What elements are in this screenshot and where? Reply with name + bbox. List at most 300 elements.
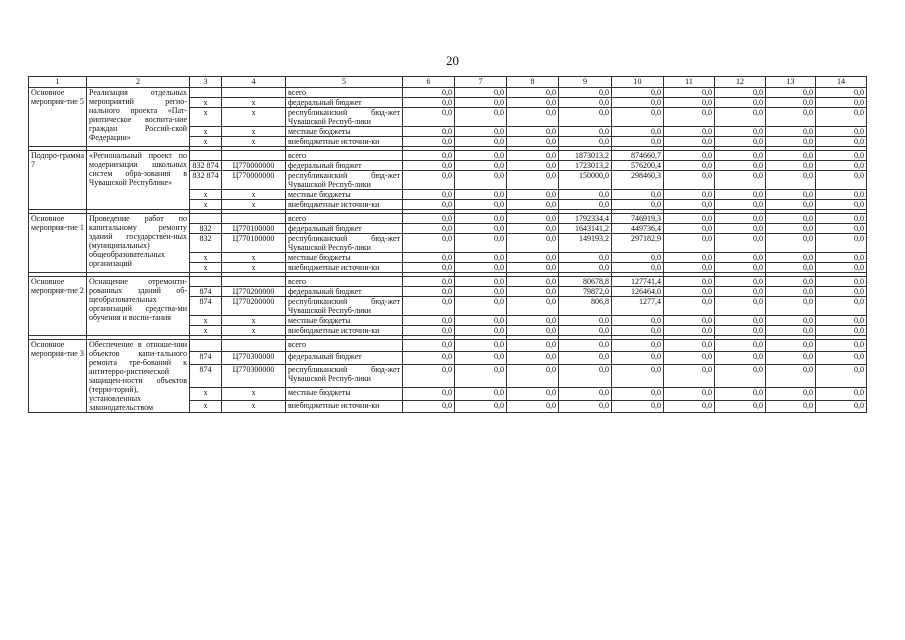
cell-value: 0,0 [403, 88, 455, 98]
cell-value: 0,0 [612, 364, 664, 388]
cell-value: 0,0 [715, 364, 766, 388]
activity-description: Обеспечение в отноше-нии объектов капи-тального ремонта тре-бований к антитерро-ристической защищен-ности объектов (терри-торий), установленных законодательством [87, 340, 190, 413]
funding-source: местные бюджеты [286, 127, 403, 137]
column-header: 1 [29, 77, 87, 88]
cell-value: 0,0 [507, 326, 559, 336]
cell-value: 0,0 [612, 137, 664, 147]
cell-value: 0,0 [816, 190, 867, 200]
cell-code-3: 874 [190, 364, 222, 388]
cell-value: 0,0 [455, 326, 507, 336]
cell-value: 0,0 [403, 263, 455, 273]
table-row [29, 277, 867, 287]
cell-value: 0,0 [766, 316, 816, 326]
cell-value: 0,0 [766, 127, 816, 137]
cell-value: 0,0 [715, 127, 766, 137]
cell-value: 0,0 [403, 151, 455, 161]
funding-source: внебюджетные источни-ки [286, 400, 403, 412]
cell-value: 0,0 [816, 388, 867, 400]
cell-value: 0,0 [816, 364, 867, 388]
cell-value: 0,0 [766, 388, 816, 400]
cell-value: 0,0 [612, 88, 664, 98]
cell-value: 0,0 [715, 108, 766, 127]
funding-source: местные бюджеты [286, 253, 403, 263]
cell-value: 0,0 [766, 200, 816, 210]
cell-value: 127741,4 [612, 277, 664, 287]
cell-value: 0,0 [664, 253, 715, 263]
cell-value: 0,0 [816, 137, 867, 147]
cell-value: 80678,8 [559, 277, 612, 287]
cell-value: 0,0 [715, 98, 766, 108]
cell-value: 0,0 [816, 326, 867, 336]
cell-value: 0,0 [559, 253, 612, 263]
funding-source: всего [286, 277, 403, 287]
cell-value: 0,0 [766, 277, 816, 287]
cell-code-4: x [222, 388, 286, 400]
cell-value: 0,0 [664, 316, 715, 326]
cell-value: 0,0 [403, 364, 455, 388]
cell-value: 0,0 [664, 326, 715, 336]
cell-value: 746919,3 [612, 214, 664, 224]
cell-code-3: x [190, 127, 222, 137]
cell-value: 0,0 [507, 88, 559, 98]
cell-code-4: Ц770000000 [222, 171, 286, 190]
cell-value: 297182,9 [612, 234, 664, 253]
cell-value: 0,0 [559, 98, 612, 108]
cell-code-4: x [222, 316, 286, 326]
cell-value: 0,0 [507, 316, 559, 326]
cell-value: 0,0 [816, 234, 867, 253]
cell-code-4: x [222, 263, 286, 273]
cell-code-3: 832 [190, 234, 222, 253]
cell-value: 0,0 [403, 287, 455, 297]
cell-value: 0,0 [507, 340, 559, 352]
column-header: 13 [766, 77, 816, 88]
cell-value: 0,0 [715, 200, 766, 210]
cell-value: 0,0 [816, 151, 867, 161]
cell-value: 0,0 [559, 137, 612, 147]
cell-value: 1873013,2 [559, 151, 612, 161]
cell-value: 0,0 [559, 88, 612, 98]
cell-value: 0,0 [664, 214, 715, 224]
cell-value: 0,0 [766, 137, 816, 147]
cell-value: 0,0 [507, 388, 559, 400]
cell-value: 0,0 [612, 253, 664, 263]
cell-code-4 [222, 277, 286, 287]
cell-code-3: x [190, 388, 222, 400]
cell-code-4: Ц770200000 [222, 287, 286, 297]
cell-value: 0,0 [664, 263, 715, 273]
cell-value: 0,0 [455, 88, 507, 98]
cell-value: 0,0 [612, 127, 664, 137]
cell-value: 0,0 [766, 400, 816, 412]
column-header: 12 [715, 77, 766, 88]
funding-source: местные бюджеты [286, 190, 403, 200]
cell-value: 0,0 [816, 98, 867, 108]
cell-value: 0,0 [664, 98, 715, 108]
cell-code-3: x [190, 98, 222, 108]
cell-value: 0,0 [403, 352, 455, 364]
cell-value: 79872,0 [559, 287, 612, 297]
funding-source: федеральный бюджет [286, 352, 403, 364]
cell-value: 0,0 [766, 364, 816, 388]
cell-value: 0,0 [455, 190, 507, 200]
cell-value: 0,0 [507, 214, 559, 224]
cell-value: 0,0 [816, 171, 867, 190]
cell-value: 0,0 [766, 108, 816, 127]
column-header: 14 [816, 77, 867, 88]
cell-code-3: x [190, 200, 222, 210]
cell-code-3 [190, 340, 222, 352]
cell-value: 0,0 [612, 108, 664, 127]
cell-value: 0,0 [559, 400, 612, 412]
cell-code-4 [222, 151, 286, 161]
cell-value: 0,0 [664, 127, 715, 137]
cell-value: 126464,0 [612, 287, 664, 297]
cell-value: 1643141,2 [559, 224, 612, 234]
cell-value: 0,0 [664, 224, 715, 234]
cell-value: 0,0 [403, 253, 455, 263]
cell-code-3: 874 [190, 352, 222, 364]
cell-code-4: Ц770300000 [222, 364, 286, 388]
cell-value: 0,0 [455, 224, 507, 234]
column-header: 3 [190, 77, 222, 88]
table-row [29, 340, 867, 352]
funding-source: федеральный бюджет [286, 98, 403, 108]
cell-value: 0,0 [715, 340, 766, 352]
cell-code-3: x [190, 263, 222, 273]
cell-value: 0,0 [766, 263, 816, 273]
cell-value: 0,0 [664, 108, 715, 127]
cell-code-4: x [222, 400, 286, 412]
cell-value: 0,0 [766, 171, 816, 190]
column-header: 8 [507, 77, 559, 88]
cell-code-3: x [190, 108, 222, 127]
cell-value: 0,0 [403, 190, 455, 200]
funding-source: республиканский бюд-жет Чувашской Респуб-лики [286, 108, 403, 127]
funding-source: федеральный бюджет [286, 287, 403, 297]
cell-value: 0,0 [455, 214, 507, 224]
funding-source: федеральный бюджет [286, 224, 403, 234]
cell-value: 0,0 [507, 108, 559, 127]
cell-value: 0,0 [816, 263, 867, 273]
cell-value: 0,0 [766, 297, 816, 316]
cell-value: 0,0 [816, 352, 867, 364]
cell-code-3 [190, 277, 222, 287]
funding-source: внебюджетные источни-ки [286, 326, 403, 336]
cell-value: 0,0 [715, 137, 766, 147]
cell-value: 0,0 [664, 287, 715, 297]
cell-value: 0,0 [664, 400, 715, 412]
cell-value: 0,0 [715, 263, 766, 273]
cell-value: 0,0 [816, 88, 867, 98]
table-row [29, 214, 867, 224]
cell-value: 0,0 [507, 287, 559, 297]
cell-value: 298460,3 [612, 171, 664, 190]
cell-value: 0,0 [507, 161, 559, 171]
cell-value: 0,0 [715, 171, 766, 190]
cell-value: 0,0 [507, 263, 559, 273]
cell-value: 0,0 [816, 297, 867, 316]
funding-source: всего [286, 151, 403, 161]
activity-name: Основное мероприя-тие 5 [29, 88, 87, 147]
cell-code-3: 832 874 [190, 161, 222, 171]
cell-value: 0,0 [559, 388, 612, 400]
cell-value: 0,0 [455, 108, 507, 127]
cell-value: 0,0 [612, 400, 664, 412]
cell-value: 149193,2 [559, 234, 612, 253]
cell-value: 0,0 [715, 277, 766, 287]
cell-value: 0,0 [664, 200, 715, 210]
activity-description: Реализация отдельных мероприятий регио-нального проекта «Пат-риотическое воспита-ние граждан Россий-ской Федерации» [87, 88, 190, 147]
cell-value: 0,0 [455, 400, 507, 412]
cell-value: 0,0 [715, 400, 766, 412]
cell-value: 0,0 [816, 253, 867, 263]
cell-code-4: x [222, 137, 286, 147]
column-header: 6 [403, 77, 455, 88]
cell-value: 0,0 [403, 277, 455, 287]
cell-value: 0,0 [766, 151, 816, 161]
cell-value: 0,0 [403, 200, 455, 210]
funding-source: всего [286, 214, 403, 224]
funding-source: федеральный бюджет [286, 161, 403, 171]
cell-value: 0,0 [766, 161, 816, 171]
cell-value: 0,0 [715, 88, 766, 98]
budget-table [28, 76, 867, 413]
cell-value: 0,0 [559, 326, 612, 336]
header-row [29, 77, 867, 88]
cell-value: 0,0 [403, 171, 455, 190]
cell-value: 0,0 [612, 98, 664, 108]
cell-value: 0,0 [612, 200, 664, 210]
cell-value: 0,0 [455, 316, 507, 326]
cell-value: 0,0 [664, 137, 715, 147]
cell-value: 0,0 [403, 137, 455, 147]
activity-description: Оснащение отремонти-рованных зданий об-щеобразовательных организаций средства-ми обучения и воспи-тания [87, 277, 190, 336]
table-row [29, 151, 867, 161]
funding-source: местные бюджеты [286, 388, 403, 400]
activity-name: Основное мероприя-тие 3 [29, 340, 87, 413]
cell-value: 0,0 [816, 224, 867, 234]
cell-code-3: x [190, 190, 222, 200]
cell-value: 0,0 [664, 340, 715, 352]
cell-value: 0,0 [559, 200, 612, 210]
cell-code-3: x [190, 400, 222, 412]
cell-value: 0,0 [766, 214, 816, 224]
cell-code-4: x [222, 253, 286, 263]
cell-value: 0,0 [507, 137, 559, 147]
cell-value: 0,0 [816, 161, 867, 171]
funding-source: внебюджетные источни-ки [286, 137, 403, 147]
cell-code-3: 874 [190, 297, 222, 316]
cell-value: 0,0 [403, 161, 455, 171]
cell-value: 0,0 [766, 98, 816, 108]
cell-value: 874660,7 [612, 151, 664, 161]
cell-value: 0,0 [507, 234, 559, 253]
cell-value: 0,0 [766, 326, 816, 336]
cell-value: 0,0 [664, 352, 715, 364]
cell-value: 0,0 [455, 171, 507, 190]
activity-name: Основное мероприя-тие 2 [29, 277, 87, 336]
column-header: 9 [559, 77, 612, 88]
cell-value: 0,0 [612, 190, 664, 200]
cell-value: 1792334,4 [559, 214, 612, 224]
cell-value: 0,0 [766, 340, 816, 352]
cell-value: 0,0 [766, 190, 816, 200]
funding-source: всего [286, 340, 403, 352]
cell-value: 0,0 [816, 340, 867, 352]
cell-value: 0,0 [455, 364, 507, 388]
cell-value: 0,0 [507, 297, 559, 316]
cell-value: 0,0 [559, 364, 612, 388]
cell-value: 0,0 [507, 151, 559, 161]
cell-value: 0,0 [455, 137, 507, 147]
cell-value: 0,0 [612, 316, 664, 326]
cell-code-4 [222, 340, 286, 352]
funding-source: республиканский бюд-жет Чувашской Респуб-лики [286, 234, 403, 253]
cell-value: 0,0 [455, 127, 507, 137]
activity-name: Подпро-грамма 7 [29, 151, 87, 210]
cell-code-4 [222, 214, 286, 224]
cell-code-4: x [222, 200, 286, 210]
cell-value: 0,0 [559, 352, 612, 364]
cell-value: 0,0 [507, 127, 559, 137]
cell-value: 150000,0 [559, 171, 612, 190]
cell-value: 0,0 [403, 234, 455, 253]
cell-value: 0,0 [403, 326, 455, 336]
cell-code-4: Ц770100000 [222, 234, 286, 253]
table-row [29, 88, 867, 98]
cell-code-4: Ц770100000 [222, 224, 286, 234]
activity-name: Основное мероприя-тие 1 [29, 214, 87, 273]
funding-source: внебюджетные источни-ки [286, 200, 403, 210]
cell-code-4: x [222, 190, 286, 200]
cell-value: 0,0 [816, 108, 867, 127]
cell-code-3 [190, 88, 222, 98]
cell-value: 0,0 [766, 352, 816, 364]
cell-value: 0,0 [715, 253, 766, 263]
cell-value: 0,0 [507, 253, 559, 263]
cell-value: 0,0 [455, 200, 507, 210]
cell-code-4 [222, 88, 286, 98]
funding-source: республиканский бюд-жет Чувашской Респуб-лики [286, 364, 403, 388]
cell-value: 0,0 [559, 190, 612, 200]
cell-code-4: Ц770000000 [222, 161, 286, 171]
cell-code-4: Ц770200000 [222, 297, 286, 316]
cell-value: 0,0 [559, 316, 612, 326]
cell-value: 0,0 [715, 316, 766, 326]
cell-value: 0,0 [455, 98, 507, 108]
cell-code-4: x [222, 98, 286, 108]
cell-value: 0,0 [507, 400, 559, 412]
cell-value: 0,0 [664, 234, 715, 253]
cell-code-3: x [190, 326, 222, 336]
funding-source: республиканский бюд-жет Чувашской Респуб-лики [286, 171, 403, 190]
cell-value: 0,0 [664, 297, 715, 316]
cell-value: 0,0 [715, 161, 766, 171]
cell-value: 0,0 [455, 352, 507, 364]
cell-value: 0,0 [612, 263, 664, 273]
cell-value: 0,0 [559, 263, 612, 273]
activity-description: «Региональный проект по модернизации школьных систем обра-зования в Чувашской Республике» [87, 151, 190, 210]
cell-value: 0,0 [664, 364, 715, 388]
cell-value: 0,0 [664, 277, 715, 287]
cell-value: 0,0 [403, 388, 455, 400]
cell-value: 0,0 [455, 234, 507, 253]
cell-value: 0,0 [664, 190, 715, 200]
cell-code-4: x [222, 326, 286, 336]
column-header: 7 [455, 77, 507, 88]
cell-value: 0,0 [507, 171, 559, 190]
cell-code-4: x [222, 108, 286, 127]
cell-value: 806,8 [559, 297, 612, 316]
cell-value: 0,0 [766, 88, 816, 98]
cell-value: 0,0 [455, 253, 507, 263]
cell-value: 0,0 [715, 352, 766, 364]
cell-value: 0,0 [816, 277, 867, 287]
cell-code-3 [190, 214, 222, 224]
cell-value: 0,0 [455, 263, 507, 273]
cell-value: 0,0 [816, 287, 867, 297]
cell-code-3: x [190, 137, 222, 147]
cell-value: 0,0 [715, 214, 766, 224]
column-header: 10 [612, 77, 664, 88]
cell-code-4: x [222, 127, 286, 137]
cell-value: 0,0 [612, 340, 664, 352]
cell-value: 0,0 [612, 352, 664, 364]
cell-value: 0,0 [403, 214, 455, 224]
cell-value: 0,0 [455, 161, 507, 171]
cell-value: 1277,4 [612, 297, 664, 316]
column-header: 4 [222, 77, 286, 88]
cell-value: 0,0 [455, 151, 507, 161]
cell-value: 0,0 [507, 224, 559, 234]
cell-value: 0,0 [766, 224, 816, 234]
cell-value: 0,0 [715, 190, 766, 200]
cell-value: 0,0 [403, 316, 455, 326]
cell-value: 0,0 [715, 388, 766, 400]
cell-value: 1723013,2 [559, 161, 612, 171]
cell-value: 0,0 [403, 400, 455, 412]
cell-value: 0,0 [403, 340, 455, 352]
cell-value: 0,0 [715, 287, 766, 297]
cell-value: 0,0 [816, 316, 867, 326]
cell-value: 0,0 [403, 224, 455, 234]
cell-value: 0,0 [715, 234, 766, 253]
cell-value: 0,0 [507, 98, 559, 108]
cell-value: 0,0 [403, 297, 455, 316]
cell-code-3 [190, 151, 222, 161]
cell-code-3: 874 [190, 287, 222, 297]
cell-value: 0,0 [403, 127, 455, 137]
cell-value: 0,0 [715, 224, 766, 234]
cell-value: 0,0 [455, 340, 507, 352]
column-header: 5 [286, 77, 403, 88]
cell-value: 0,0 [455, 277, 507, 287]
cell-value: 449736,4 [612, 224, 664, 234]
table-body [29, 88, 867, 413]
cell-value: 0,0 [816, 214, 867, 224]
column-header: 2 [87, 77, 190, 88]
cell-value: 0,0 [766, 234, 816, 253]
cell-value: 0,0 [507, 190, 559, 200]
cell-value: 0,0 [612, 326, 664, 336]
cell-value: 0,0 [715, 297, 766, 316]
cell-value: 0,0 [559, 108, 612, 127]
cell-code-4: Ц770300000 [222, 352, 286, 364]
cell-value: 0,0 [816, 200, 867, 210]
cell-value: 0,0 [816, 400, 867, 412]
activity-description: Проведение работ по капитальному ремонту зданий государствен-ных (муниципальных) общеобразовательных организаций [87, 214, 190, 273]
